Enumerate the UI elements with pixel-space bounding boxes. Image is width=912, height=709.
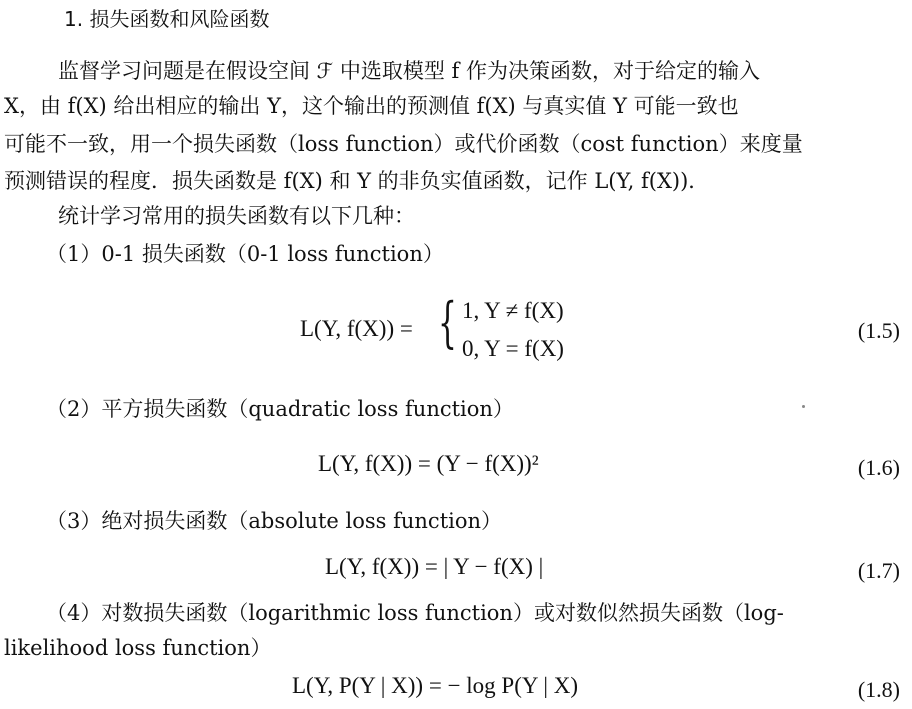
scan-speck [802, 405, 805, 408]
equation-1-5 [0, 291, 912, 365]
section-heading: 1. 损失函数和风险函数 [64, 7, 270, 31]
equation-1-6-number: (1.6) [857, 455, 900, 480]
equation-1-7-number: (1.7) [857, 558, 900, 583]
left-brace: { [438, 291, 457, 354]
equation-1-5-case-2: 0, Y = f(X) [462, 336, 564, 361]
item-4-label-line-1: （4）对数损失函数（logarithmic loss function）或对数似然损失函数（log- [46, 601, 784, 625]
item-1-label: （1）0-1 损失函数（0-1 loss function） [46, 242, 444, 266]
paragraph-line-3: 可能不一致，用一个损失函数（loss function）或代价函数（cost function）来度量 [4, 132, 803, 156]
paragraph-line-4: 预测错误的程度．损失函数是 f(X) 和 Y 的非负实值函数，记作 L(Y, f(X))． [4, 169, 710, 193]
item-4-label-line-2: likelihood loss function） [4, 636, 272, 660]
equation-1-5-number: (1.5) [857, 318, 900, 343]
paragraph-line-2: X，由 f(X) 给出相应的输出 Y，这个输出的预测值 f(X) 与真实值 Y 可能一致也 [4, 94, 739, 118]
equation-1-8 [0, 672, 912, 706]
intro-line: 统计学习常用的损失函数有以下几种： [58, 204, 415, 228]
equation-1-6-body: L(Y, f(X)) = (Y − f(X))² [318, 451, 539, 476]
paragraph-line-1: 监督学习问题是在假设空间 ℱ 中选取模型 f 作为决策函数，对于给定的输入 [58, 59, 760, 83]
equation-1-5-lhs: L(Y, f(X)) = [300, 316, 413, 341]
item-2-label: （2）平方损失函数（quadratic loss function） [46, 397, 514, 421]
equation-1-5-case-1: 1, Y ≠ f(X) [462, 298, 564, 323]
equation-1-6 [0, 450, 912, 500]
item-3-label: （3）绝对损失函数（absolute loss function） [46, 509, 503, 533]
equation-1-8-number: (1.8) [857, 677, 900, 702]
equation-1-8-body: L(Y, P(Y | X)) = − log P(Y | X) [292, 673, 579, 698]
equation-1-7-body: L(Y, f(X)) = | Y − f(X) | [325, 554, 544, 579]
equation-1-7 [0, 553, 912, 603]
